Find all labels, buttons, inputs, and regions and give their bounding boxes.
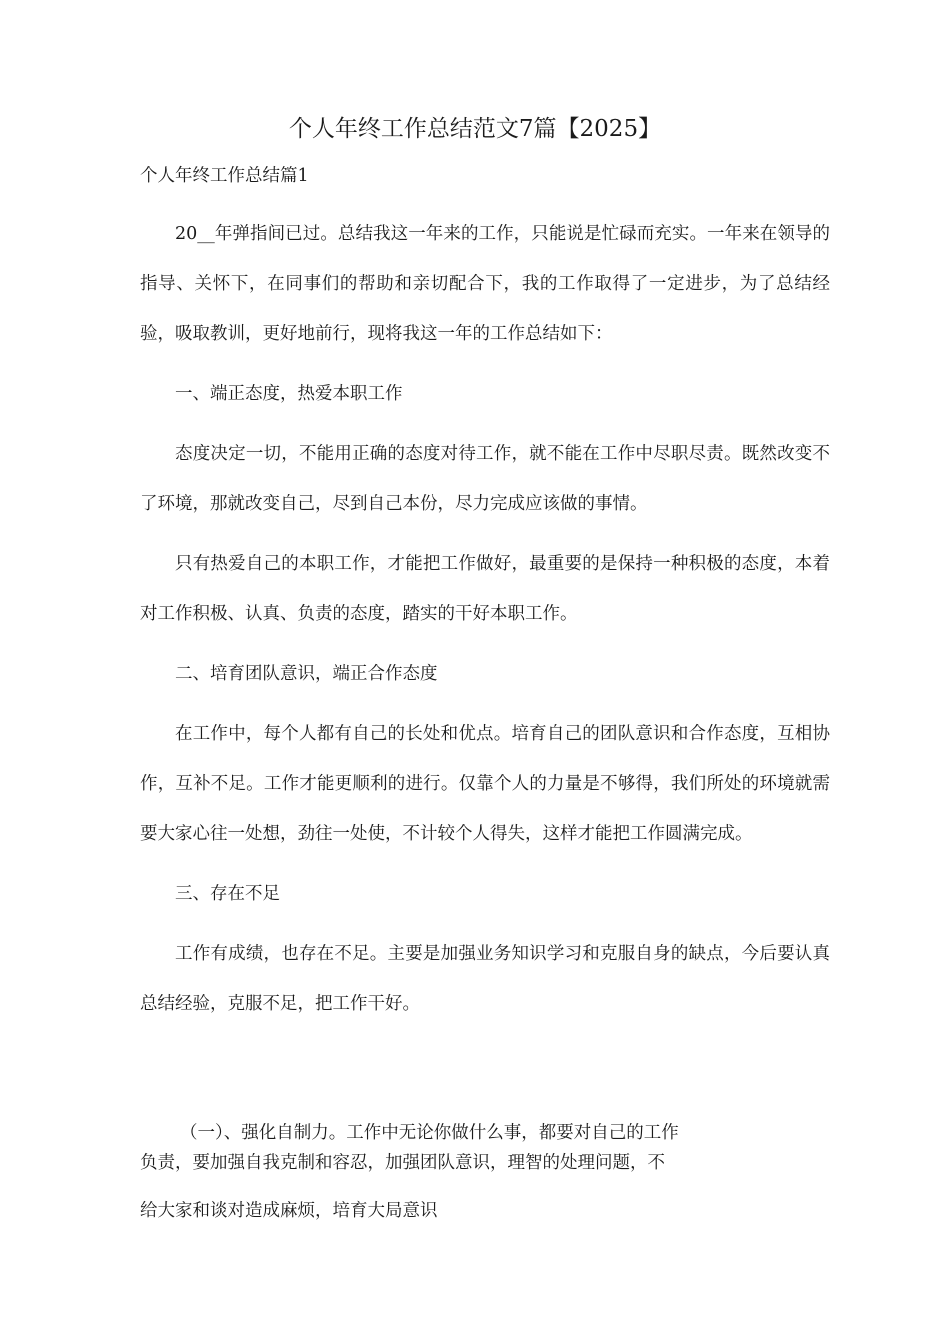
heading-teamwork: 二、培育团队意识，端正合作态度	[175, 664, 438, 684]
self-control-line-1: （一）、强化自制力。工作中无论你做什么事，都要对自己的工作	[180, 1123, 679, 1143]
paragraph-attitude-1: 态度决定一切，不能用正确的态度对待工作，就不能在工作中尽职尽责。既然改变不了环境，那就改变自己，尽到自己本份，尽力完成应该做的事情。	[140, 444, 830, 514]
heading-shortcomings: 三、存在不足	[175, 884, 280, 904]
paragraph-intro: 20__年弹指间已过。总结我这一年来的工作，只能说是忙碌而充实。一年来在领导的指导、关怀下，在同事们的帮助和亲切配合下，我的工作取得了一定进步，为了总结经验，吸取教训，更好地前行，现将我这一年的工作总结如下：	[140, 224, 830, 344]
paragraph-shortcomings: 工作有成绩，也存在不足。主要是加强业务知识学习和克服自身的缺点，今后要认真总结经验，克服不足，把工作干好。	[140, 944, 830, 1014]
self-control-line-2: 负责，要加强自我克制和容忍，加强团队意识，理智的处理问题，不	[140, 1153, 665, 1173]
paragraph-teamwork: 在工作中，每个人都有自己的长处和优点。培育自己的团队意识和合作态度，互相协作，互补不足。工作才能更顺利的进行。仅靠个人的力量是不够得，我们所处的环境就需要大家心往一处想，劲往一处使，不计较个人得失，这样才能把工作圆满完成。	[140, 724, 830, 844]
document-body	[140, 209, 830, 1039]
paragraph-attitude-2: 只有热爱自己的本职工作，才能把工作做好，最重要的是保持一种积极的态度，本着对工作积极、认真、负责的态度，踏实的干好本职工作。	[140, 554, 830, 624]
section-subtitle: 个人年终工作总结篇1	[140, 166, 309, 186]
self-control-section	[140, 1118, 830, 1226]
heading-attitude: 一、端正态度，热爱本职工作	[175, 384, 403, 404]
document-title: 个人年终工作总结范文7篇【2025】	[288, 116, 662, 142]
self-control-line-3: 给大家和谈对造成麻烦，培育大局意识	[140, 1201, 438, 1221]
